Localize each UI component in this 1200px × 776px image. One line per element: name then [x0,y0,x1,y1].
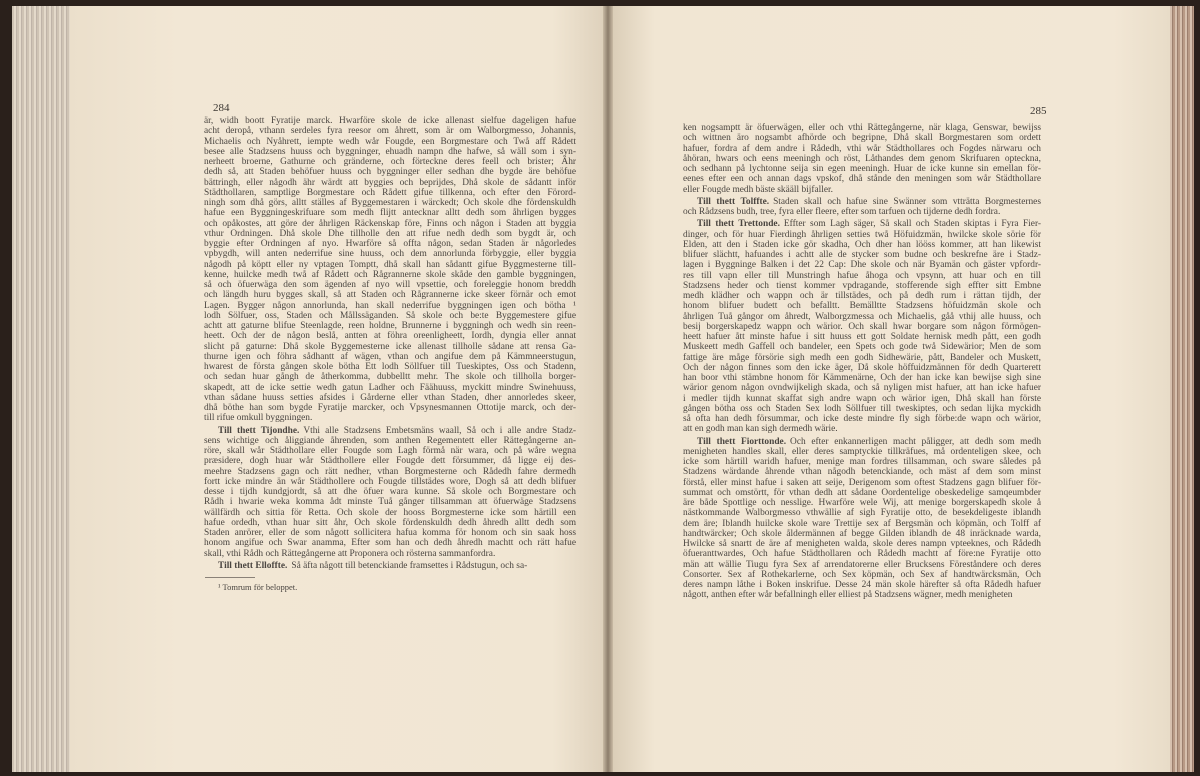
section-heading: Till thett Tolffte. [697,196,770,207]
line-text: Michaelis och Nyåhrett, iempte wedh wår Fougde, een Borgmestare och Twå aff Rådett [204,136,576,147]
text-line [204,126,576,136]
text-line [683,240,1041,250]
line-text: män att wällie Tiugu fyra Sex af arrendatorerne eller Brucksens Föreståndere och deres [683,559,1041,570]
line-text: och sedan huar gångh de åtherkomma, dubbelltt mehr. The skole och tillholla borger- [204,372,576,383]
text-line [204,178,576,188]
text-line [204,487,576,497]
line-text: menigheten handles skall, eller deres samptyckie tillkräfues, må ordenteligen skee, och [683,446,1041,457]
line-text: hwarest de första gången skole bötha Ett lodh Söllfuer till Tueskiptes, Oss och Stadenn, [204,362,576,372]
text-line [683,488,1041,498]
text-line [204,362,576,372]
line-text: Hwilcke så snartt de äre af menigheten walda, skole deres nampn vpteeknes, och Rådedh [683,539,1041,549]
line-text: dedh så, att Staden behöfuer huuss och byggninger eller sedhan dhe bygde äre behöfue [204,167,576,178]
text-line [683,174,1041,184]
paragraph [683,197,1041,218]
line-text: Consorter. Sex af Rothekarlerne, och Sex köpmän, och Sex af handtwärcksmän, Och [683,569,1041,580]
text-line [683,508,1041,518]
text-line [683,301,1041,311]
line-text: præsidere, dogh huar wår Städthollere eller Fougde dett försummer, då ligge eij des- [204,456,576,467]
text-line [683,197,1041,207]
page-edges-left [12,6,74,772]
line-text: och opåkostes, att göre der åhrligen Räckenskap före, Finns och någon i Staden att byggia [204,218,576,229]
text-line [204,477,576,487]
line-text: Stadzens wärdande åhrende vthan någodh betenckiande, och mäst af dem som minst [683,467,1041,478]
line-text: dinger, och för huar Fierdingh åhrligen setties twå Höfuidzmän, hwilcke skole sörie för [683,229,1041,240]
text-line [204,393,576,403]
text-line [683,144,1041,154]
line-text: Lagen. Bygger någon annorlunda, han skall nederrifue byggningen igen och bötha ¹ [204,300,576,311]
line-text: blifuer slächtt, hafuandes i achtt alle de stycker som budne och beskrefne äre i Stadz- [683,250,1041,260]
line-text: handtwärcker; Och skole åldermännen af begge Gilden iblandh de 48 inräcknade warda, [683,528,1041,539]
line-text: skapedt, att de icke settie wedh gatun Ladher och Fäähuuss, myckitt mindre Swinehuuss, [204,382,576,393]
text-line [683,383,1041,393]
line-text: thurne igen och föhra sådhantt af wägen, vthan och angifue dem på Kämmneerstugun, [204,351,576,362]
line-text: fortt icke mindre än wår Städthollere och Fougde tillstädes wore, Dogh så att dedh blifuer [204,476,576,487]
text-line [204,331,576,341]
line-text: han boor vthi stämbne honom för Kämmenärne, Och der han icke kan bewijse sigh sine [683,373,1041,383]
text-line [683,164,1041,174]
text-line [683,580,1041,590]
text-line [683,498,1041,508]
text-line [204,456,576,466]
line-text: hafue ordedh, vthan huar sitt åhr, Och skole fördenskuldh dedh åhredh alltt dedh som [204,517,576,528]
text-line [683,250,1041,260]
section-heading: Till thett Fiorttonde. [697,436,787,447]
line-text: summat och omstörtt, för vthan dedh att sådane Oordentelige obeskedelige samqeumbder [683,487,1041,498]
line-text: lagen i Byggninge Balken i det 22 Cap: Dhe skole och när Byamän och gäster vpfordr- [683,260,1041,271]
line-text: hafue een Byggningeskrifuare som medh flijtt antecknar alltt dedh som åhrligen bygges [204,208,576,219]
line-text: wärior genom någon ovndwijkeligh skada, och så nyligen mist hafuer, att han icke hafuer [683,383,1041,394]
line-text: Och efter enkannerligen macht påligger, att dedh som medh [790,436,1042,447]
line-text: att en godh man kan sigh dermedh wärie. [683,424,838,435]
line-text: nerheett broerne, Gathurne och gränderne, och förteckne deres feell och brister; Ähr [204,157,576,167]
text-line [204,208,576,218]
line-text: till rifue omkull byggningen. [204,413,313,424]
text-line [204,403,576,413]
text-line [204,352,576,362]
text-line [204,301,576,311]
text-line [683,281,1041,291]
line-text: Så äfta någott till betenckiande framsettes i Rådstugun, och sa- [291,560,528,571]
line-text: icke som härtill waridh hafuer, menige man fordres tillsamman, och sware således på [683,457,1041,467]
text-line [683,424,1041,434]
line-text: eenes efter een och annan dags vpskof, dhå stånde den meningen som wår Städthollare [683,174,1041,185]
line-text: någott, anthen efter wår befallningh eller elliest på Stadzsens wägner, medh menigheten [683,590,1013,601]
line-text: Stadzsens heder och tienst kommer vpdragande, stofferende sigh effter sitt Embne [683,280,1041,291]
text-line [683,394,1041,404]
text-line [683,123,1041,133]
text-line [683,478,1041,488]
page-number: 285 [1030,105,1047,117]
line-text: heett hafuer ått minste hafue i sitt huuss ett gott Soldate hernisk medh pått, een godh [683,332,1041,342]
text-line [204,239,576,249]
text-line [683,457,1041,467]
text-line [204,188,576,198]
line-text: besee alle Stadzsens huuss och byggninger, ehuadh nampn dhe hafwe, så wäll som i syn- [204,146,576,157]
line-text: kenne, huilcke medh twå af Rådett och Rågrannerne skole skåde den gamble byggningen, [204,269,576,280]
line-text: dhå böthe han som bygde Fyratije marcker, och Vpsynesmannen Ottotije marck, och der- [204,403,576,413]
line-text: fattige äre måge försörie sigh medh een godh Sidhewärie, pått, Bandeler och Muskett, [683,352,1041,363]
line-text: och sedhann på lychtonne seija sin egen meeningh. Huar de icke kunne sin emellan för- [683,164,1041,174]
line-text: medh klädher och wappn och är tillstädes, och på dedh rum i rättan tijdh, der [683,291,1041,301]
text-line [683,539,1041,549]
text-line [204,436,576,446]
text-line [204,497,576,507]
line-text: någodh på köptt eller ny vptagen Tomptt, dhå skall han sådantt gifue Byggmesterne till- [204,259,576,270]
text-line [204,280,576,290]
line-text: honom blifuer budett och befalltt. Bemälltte Stadzsens höfuidzmän skole och [683,301,1041,312]
paragraph [204,116,576,424]
text-line [683,312,1041,322]
text-line [683,353,1041,363]
text-line [204,321,576,331]
text-line [683,414,1041,424]
line-text: Städthollaren, samptlige Borgmestare och Rådett gifue tillkenna, och efter den Förord- [204,187,576,198]
book-gutter [603,6,613,772]
text-line [683,519,1041,529]
line-text: achtt att gaturne blifue Steenlagde, reen holdne, Brunnerne i byggningh och wedh sin reen- [204,321,576,331]
line-text: res till vapn eller till Munstringh hafue åhoga och vpsynn, att huar och en till [683,270,1041,281]
text-line [683,404,1041,414]
line-text: Staden skall och hafue sine Swänner som vtträtta Borgmesternes [773,196,1041,207]
text-line [204,518,576,528]
text-line [683,207,1041,217]
line-text: Elden, att den i Staden icke gör skadha, Och dher han lööss kommer, att han likewist [683,239,1041,250]
text-line [683,332,1041,342]
text-line [204,342,576,352]
line-text: meehre Stadzsens gagn och rätt nedher, vthan Borgmesterne och Rådedh fahre dermedh [204,466,576,477]
text-line [204,249,576,259]
text-line [204,270,576,280]
line-text: är, widh boott Fyratije marck. Hwarföre skole de icke allenast sielfue dageligen hafue [204,116,576,126]
line-text: eller Fougde medh bäste skääll bijfaller. [683,184,833,195]
line-text: lodh Sölfuer, oss, Staden och Mållssäganden. Så skole och be:te Byggemestere gifue [204,310,576,321]
text-line [204,147,576,157]
line-text: Staden anrörer, eller de som någott sollicitera hafua komma för honom och sin saak hoss [204,528,576,538]
text-line [204,538,576,548]
text-line [683,363,1041,373]
page-number: 284 [213,102,230,114]
line-text: byggie efter Ordningen af nyo. Hwarföre så offta någon, sedan Staden är någorledes [204,239,576,249]
paragraph [683,219,1041,434]
text-line [683,570,1041,580]
text-line [683,342,1041,352]
text-line [204,383,576,393]
text-line [204,413,576,423]
line-text: ken nogsamptt är öfuerwägen, eller och vthi Rättegångerne, när klaga, Genswar, bewijss [683,123,1041,133]
line-text: i medler tijdh kunnat skaffat sigh andre wapn och wärior igen, Dhå skall han förste [683,393,1041,404]
line-text: slicht på gaturne: Dhå skole Byggemesterne icke allenast tillholle sådane att rensa Ga- [204,341,576,352]
line-text: Muskeett medh Gaffell och bandeler, een Spets och gode twå Sidewärior; Men de som [683,342,1041,353]
line-text: och wittnen äro nogsambt afhörde och begripne, Dhå skall Borgmestaren som ordett [683,133,1041,144]
text-line [683,230,1041,240]
line-text: så och öfuerwäga den som ägenden af nyo will vpsettie, och foreleggie honom breddh [204,280,576,290]
text-line [683,437,1041,447]
line-text: äre både Spottlige och nesslige. Hwarföre wele Wij, att menige borgerskapedh skole å [683,498,1041,508]
line-text: ningh som dhå görs, alltt ställes af Byggemestaren i wärckedt; Och skole dhe fördenskuldh [204,198,576,208]
line-text: förstå, eller minst hafue i saken att seije, Derigenom som oftest Stadzens gagn blifuer för- [683,477,1041,488]
text-line [683,260,1041,270]
line-text: gången bötha oss och Staden Sex lodh Söllfuer till tweskiptes, och sedan lijka myckidh [683,403,1041,414]
section-heading: Till thett Tijondhe. [218,425,300,436]
text-line [683,291,1041,301]
line-text: skall, vthi Rådh och Rättegångerne att Proponera och rösterna sammanfordra. [204,548,496,559]
text-line [683,322,1041,332]
section-heading: Till thett Elloffte. [218,560,288,571]
text-line [204,260,576,270]
paragraph [204,561,576,571]
paragraph [204,426,576,559]
left-page-body [204,116,576,573]
line-text: nästkommande Walborgmesso vthwällie af sigh Fyratije otto, de besekdeligeste iblandh [683,508,1041,519]
text-line [204,157,576,167]
line-text: röre, skall wår Städthollare eller Fougde som Lagh förmå när wara, och på wåre wegna [204,446,576,456]
text-line [683,590,1041,600]
text-line [204,219,576,229]
footnote: ¹ Tomrum för beloppet. [218,582,298,592]
text-line [683,373,1041,383]
line-text: acht deropå, vthann serdeles fyra reesor om åhrett, som är om Walborgmesso, Johannis, [204,126,576,137]
line-text: öfueranttwardes, Och hafue Städthollaren och Rådedh machtt af före:ne Fyratije otto [683,549,1041,560]
line-text: åhrligen Tuå gångor om åhredt, Walborgzmessa och Michaelis, gåå vthij alle huuss, och [683,311,1041,322]
text-line [683,133,1041,143]
text-line [204,372,576,382]
line-text: besij borgerskapedz wappn och wärior. Och skall hwar borgare som någon förmögen- [683,321,1041,332]
footnote-rule [205,577,255,578]
text-line [204,311,576,321]
text-line [683,447,1041,457]
paragraph [683,437,1041,601]
text-line [204,549,576,559]
text-line [683,467,1041,477]
text-line [204,467,576,477]
text-line [204,137,576,147]
line-text: Rådh i hwarie weka komma ådt minste Tuå gånger tillsamman att öfuerwäge Stadzsens [204,497,576,508]
line-text: bättringh, eller någodh ähr wärdt att byggies och beprijdes, Dhå skole de sådantt inför [204,177,576,188]
section-heading: Till thett Trettonde. [697,219,780,230]
line-text: vpbygdh, will anten nederrifue sine huuss, och dem annorlunda förbyggie, eller byggia [204,249,576,260]
line-text: och Rådzsens budh, tree, fyra eller fleere, efter som tarfuen och tijderne dedh fordra. [683,207,1001,217]
line-text: heett. Och der de någon beslå, antten at föhra oreenligheett, Iordh, dyngia eller annat [204,331,576,342]
right-page-body [683,123,1041,603]
line-text: desse i tijdh kundgjordt, så att dhe öfuer wara kunne. Så skole och Borgmestare och [204,487,576,497]
page-edges-right [1168,6,1194,772]
text-line [683,154,1041,164]
line-text: sens wichtige och åliggiande åhrenden, som anthen Regementett eller Rättegångerne an- [204,435,576,446]
text-line [204,446,576,456]
text-line [204,426,576,436]
line-text: så ofta han dedh försummar, och icke deste mindre fly sigh förbe:de wapn och wärior, [683,414,1041,424]
line-text: deres nampn låthe i Boken inskrifue. Desse 24 män skole härefter så ofta Rådedh hafuer [683,580,1041,590]
line-text: Och der någon finnes som den icke äger, Då skole höffuidzmännen för dedh Quarterett [683,362,1041,373]
text-line [204,116,576,126]
line-text: honom angifue och Swar anamma, Efter som han och dedh åhredh machtt och rätt hafue [204,538,576,549]
line-text: hafuer, fordra af dem andre i Rådedh, vthi wår Städthollares och Fogdes närwaru och [683,143,1041,154]
line-text: Effter som Lagh säger, Så skall och Staden skiptas i Fyra Fier- [783,219,1042,230]
text-line [204,290,576,300]
line-text: dem äre; Iblandh huilcke skole ware Trettije sex af Bergsmän och köpmän, och Tolff af [683,518,1041,529]
text-line [204,198,576,208]
text-line [204,561,576,571]
line-text: vthan sådane huuss setties afsides i Gårderne eller vthan Staden, dher annorledes skeer, [204,392,576,403]
text-line [683,529,1041,539]
text-line [683,560,1041,570]
text-line [683,271,1041,281]
text-line [204,167,576,177]
paragraph [683,123,1041,195]
line-text: åhöran, hwars och eens meeningh och röst, Låthandes dem genom Skrifuaren opteckna, [683,153,1041,164]
text-line [204,508,576,518]
text-line [683,185,1041,195]
text-line [204,528,576,538]
text-line [683,219,1041,229]
line-text: vthur Ordningen. Dhå skole Dhe tillholle den att rifue nedh dedh som bygdt är, och [204,228,576,239]
line-text: och längdh huru bygges skall, så att Staden och Rågrannerne icke skeer förnär och emot [204,290,576,301]
text-line [683,549,1041,559]
line-text: wällfärdh och sittia för Retta. Och skole der hooss Borgmesterne icke som härtill een [204,507,576,518]
text-line [204,229,576,239]
line-text: Vthi alle Stadzsens Embetsmäns waall, Så och i alle andre Stadz- [303,425,576,436]
